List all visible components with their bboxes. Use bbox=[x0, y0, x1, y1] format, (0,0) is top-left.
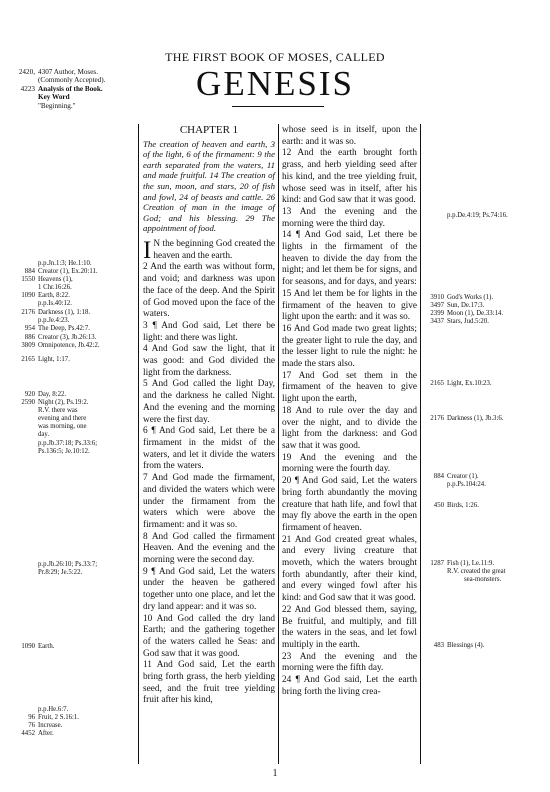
margin-ref: Pr.8:29; Je.5:22. bbox=[38, 569, 83, 577]
margin-ref: day. bbox=[38, 431, 50, 439]
margin-ref: 2176 Darkness (1), 1:18. bbox=[21, 308, 91, 316]
margin-ref: 3497 Sun, De.17:3. bbox=[430, 302, 485, 310]
margin-ref: 2165 Light, Ex.10:23. bbox=[430, 380, 492, 387]
margin-ref: p.p.Ps.104:24. bbox=[447, 481, 486, 489]
chapter-heading: CHAPTER 1 bbox=[179, 124, 239, 136]
drop-cap: I bbox=[143, 237, 152, 265]
margin-ref: R.V. there was bbox=[38, 407, 78, 415]
left-column-rule bbox=[138, 124, 139, 764]
intro-row: (Commonly Accepted). bbox=[38, 76, 106, 85]
margin-ref: was morning, one bbox=[38, 423, 87, 431]
verse: 12 And the earth brought forth grass, and herb yielding seed after his kind, and the tree yielding fruit, whose seed was in itself, after his kind: and God saw that it was good. bbox=[282, 148, 417, 206]
verse: 7 And God made the firmament, and divided the waters which were under the firmament from the waters which were above the firmament: and it was so. bbox=[143, 473, 275, 530]
margin-ref: 1550 Heavens (1), bbox=[21, 276, 73, 284]
margin-ref: 2399 Moon (1), De.33:14. bbox=[430, 310, 504, 318]
margin-ref: 2590 Night (2), Ps.19:2. bbox=[21, 399, 89, 407]
margin-ref: 450 Birds, 1:26. bbox=[433, 502, 479, 509]
verse: 5 And God called the light Day, and the darkness he called Night. And the evening and the morning were the first day. bbox=[143, 379, 275, 425]
margin-ref: 3437 Stars, Jud.5:20. bbox=[430, 318, 489, 326]
verse: 22 And God blessed them, saying, Be fruitful, and multiply, and fill the waters in the seas, and let fowl multiply in the earth. bbox=[282, 604, 417, 650]
verse: 15 And let them be for lights in the firmament of the heaven to give light upon the earth: and it was so. bbox=[282, 288, 417, 323]
verse: 3 ¶ And God said, Let there be light: and there was light. bbox=[143, 320, 275, 343]
title-rule bbox=[232, 106, 324, 107]
verse: 16 And God made two great lights; the greater light to rule the day, and the lesser light to rule the night: he made the stars also. bbox=[282, 323, 417, 370]
verse: 24 ¶ And God said, Let the earth bring forth the living crea- bbox=[282, 675, 417, 697]
margin-ref: p.p.De.4:19; Ps.74:16. bbox=[447, 212, 508, 219]
intro-row: 2420, 4307 Author, Moses. bbox=[18, 68, 99, 76]
margin-ref: 1 Chr.16:26. bbox=[38, 284, 72, 292]
margin-ref: 886 Creator (3), Jb.26:13. bbox=[24, 334, 97, 341]
margin-ref: 96 Fruit, 2 S.16:1. bbox=[28, 714, 79, 722]
margin-ref: 954 The Deep, Ps.42:7. bbox=[24, 324, 90, 332]
margin-ref: 1287 Fish (1), Le.11:9. bbox=[430, 560, 495, 567]
margin-ref: p.p.Jn.1:3; He.1:10. bbox=[38, 260, 92, 267]
verse: 10 And God called the dry land Earth; and the gathering together of the waters called he Seas: and God saw that it was good. bbox=[143, 613, 275, 659]
verse: 6 ¶ And God said, Let there be a firmament in the midst of the waters, and let it divide the waters from the waters. bbox=[143, 426, 275, 472]
verse: 11 And God said, Let the earth bring forth grass, the herb yielding seed, and the fruit tree yielding fruit after his kind, bbox=[143, 660, 275, 706]
verse: 4 And God saw the light, that it was good: and God divided the light from the darkness. bbox=[143, 344, 275, 378]
page-title: GENESIS bbox=[196, 64, 354, 103]
verse-1: I N the beginning God created the heaven and the earth. bbox=[143, 237, 275, 265]
margin-ref: R.V. created the great bbox=[447, 568, 506, 576]
verse: 9 ¶ And God said, Let the waters under the heaven be gathered together unto one place, and let the dry land appear: and it was so. bbox=[143, 566, 275, 612]
margin-ref: Ps.136:5; Je.10:12. bbox=[38, 447, 90, 455]
verse: 17 And God set them in the firmament of the heaven to give light upon the earth, bbox=[282, 370, 417, 405]
margin-ref: 3910 God's Works (1). bbox=[430, 294, 494, 301]
intro-row: "Beginning." bbox=[38, 101, 76, 110]
verse: 21 And God created great whales, and every living creature that moveth, which the waters brought forth abundantly, after their kind, and every winged fowl after his kind: and God saw that it was good. bbox=[282, 534, 417, 604]
margin-ref: 483 Blessings (4). bbox=[433, 642, 485, 649]
margin-ref: 920 Day, 8:22. bbox=[24, 391, 67, 398]
text-column-1 bbox=[143, 125, 275, 707]
intro-row: 4223 Analysis of the Book. bbox=[20, 84, 103, 93]
verse: 8 And God called the firmament Heaven. And the evening and the morning were the second day. bbox=[143, 531, 275, 566]
margin-ref: 1090 Earth. bbox=[21, 643, 55, 650]
verse: 2 And the earth was without form, and void; and darkness was upon the face of the deep. And the Spirit of God moved upon the face of the waters. bbox=[143, 262, 275, 320]
margin-ref: 884 Creator (1). bbox=[433, 473, 479, 480]
margin-ref: 4452 After. bbox=[21, 730, 54, 738]
margin-ref: p.p.He.6:7. bbox=[38, 706, 69, 713]
margin-ref: 2165 Light, 1:17. bbox=[21, 356, 70, 363]
margin-ref: 3809 Omnipotence, Jb.42:2. bbox=[21, 342, 100, 350]
margin-ref: sea-monsters. bbox=[464, 576, 502, 584]
verse: 19 And the evening and the morning were the fourth day. bbox=[282, 452, 417, 475]
margin-ref: p.p.Jb.37:18; Ps.33:6; bbox=[38, 439, 98, 447]
verse: 23 And the evening and the morning were the fifth day. bbox=[282, 651, 417, 674]
margin-ref: 1090 Earth, 8:22. bbox=[21, 292, 70, 300]
verse: whose seed is in itself, upon the earth: and it was so. bbox=[282, 125, 417, 147]
margin-ref: 76 Increase. bbox=[28, 722, 63, 730]
verse: 18 And to rule over the day and over the night, and to divide the light from the darkness: and God saw that it was good. bbox=[282, 405, 417, 451]
verse: 20 ¶ And God said, Let the waters bring forth abundantly the moving creature that hath life, and fowl that may fly above the earth in the open firmament of heaven. bbox=[282, 476, 417, 533]
margin-ref: evening and there bbox=[38, 415, 87, 423]
margin-ref: p.p.Je.4:23. bbox=[38, 316, 70, 324]
margin-ref: 2176 Darkness (1), Jb.3:6. bbox=[430, 415, 504, 422]
intro-row: Key Word bbox=[38, 93, 70, 102]
verse: 13 And the evening and the morning were the third day. bbox=[282, 206, 417, 229]
margin-ref: p.p.Jb.26:10; Ps.33:7; bbox=[38, 561, 98, 568]
page-number: 1 bbox=[272, 768, 278, 779]
intro-note bbox=[6, 68, 136, 110]
verse: 14 ¶ And God said, Let there be lights in the firmament of the heaven to divide the day from the night; and let them be for signs, and for seasons, and for days, and years: bbox=[282, 230, 417, 288]
right-column-rule bbox=[420, 124, 421, 764]
center-column-rule bbox=[278, 124, 279, 764]
margin-ref: 884 Creator (1), Ex.20:11. bbox=[24, 268, 98, 276]
chapter-summary: The creation of heaven and earth, 3 of the light, 6 of the firmament: 9 the earth separated from the waters, 11 and made fruitful. 14 The creation of the sun, moon, and stars, 20 of fish and fowl, 24 of beasts and cattle. 26 Creation of man in the image of God; and his blessing. 29 The appointment of food. bbox=[143, 138, 275, 234]
book-title: THE FIRST BOOK OF MOSES, CALLED bbox=[165, 50, 385, 64]
text-column-2 bbox=[282, 125, 417, 698]
margin-ref: p.p.Is.40:12. bbox=[38, 300, 72, 308]
